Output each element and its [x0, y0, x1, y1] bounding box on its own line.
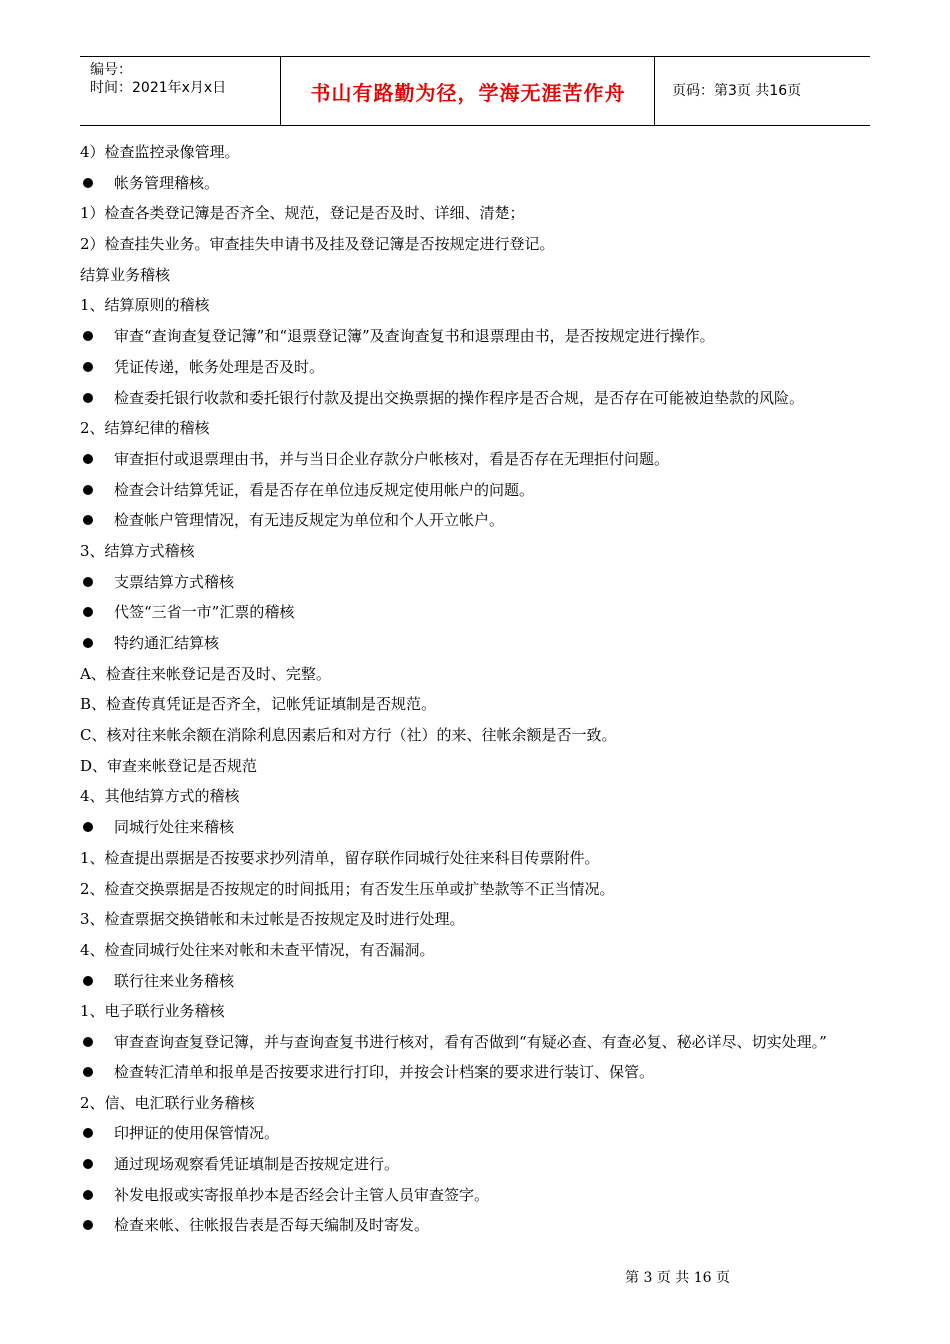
bullet-item [80, 633, 880, 653]
bullet-dot-icon [83, 1128, 93, 1138]
paragraph-text: 4）检查监控录像管理。 [80, 143, 240, 161]
bullet-item-text: 审查查询查复登记簿，并与查询查复书进行核对，看有否做到“有疑必查、有查必复、秘必详尽、切实处理。” [114, 1032, 827, 1051]
header-motto: 书山有路勤为径，学海无涯苦作舟 [310, 80, 626, 105]
paragraph-text: 3、检查票据交换错帐和未过帐是否按规定及时进行处理。 [80, 910, 465, 929]
paragraph-line [80, 694, 880, 714]
bullet-item [80, 1062, 880, 1082]
header-divider-right [654, 57, 655, 125]
header-motto-cell [282, 57, 654, 125]
paragraph-text: 2、信、电汇联行业务稽核 [80, 1093, 255, 1112]
bullet-dot-icon [83, 1067, 93, 1077]
document-number-label: 编号： [90, 62, 132, 78]
bullet-item [80, 510, 880, 530]
paragraph-text: 4、检查同城行处往来对帐和未查平情况，有否漏洞。 [80, 940, 435, 959]
paragraph-line [80, 418, 880, 438]
bullet-dot-icon [83, 638, 93, 648]
bullet-item [80, 817, 880, 837]
bullet-item-text: 联行往来业务稽核 [114, 971, 235, 990]
header-meta [80, 57, 280, 125]
paragraph-text: 2、检查交换票据是否按规定的时间抵用；有否发生压单或扩垫款等不正当情况。 [80, 879, 615, 898]
bullet-item [80, 173, 880, 193]
bullet-item-text: 同城行处往来稽核 [114, 818, 235, 837]
bullet-dot-icon [83, 485, 93, 495]
bullet-item-text: 支票结算方式稽核 [114, 572, 235, 591]
paragraph-line [80, 940, 880, 960]
bullet-dot-icon [83, 1190, 93, 1200]
paragraph-line [80, 295, 880, 315]
bullet-item-text: 检查帐户管理情况，有无违反规定为单位和个人开立帐户。 [114, 511, 505, 530]
paragraph-text: 4、其他结算方式的稽核 [80, 787, 240, 806]
bullet-item [80, 326, 880, 346]
paragraph-line [80, 142, 880, 162]
paragraph-line [80, 848, 880, 868]
bullet-item [80, 1154, 880, 1174]
document-header [80, 56, 870, 126]
paragraph-line [80, 725, 880, 745]
paragraph-text: A、检查往来帐登记是否及时、完整。 [80, 664, 331, 683]
bullet-item-text: 补发电报或实寄报单抄本是否经会计主管人员审查签字。 [114, 1185, 490, 1204]
bullet-item [80, 602, 880, 622]
paragraph-text: 3、结算方式稽核 [80, 541, 195, 560]
bullet-item-text: 代签“三省一市”汇票的稽核 [114, 603, 295, 622]
bullet-dot-icon [83, 1037, 93, 1047]
bullet-item-text: 特约通汇结算核 [114, 634, 220, 652]
bullet-item-text: 审查“查询查复登记簿”和“退票登记簿”及查询查复书和退票理由书，是否按规定进行操作。 [114, 327, 715, 346]
paragraph-line [80, 541, 880, 561]
bullet-item [80, 357, 880, 377]
bullet-item [80, 572, 880, 592]
bullet-dot-icon [83, 1220, 93, 1230]
paragraph-text: 1、检查提出票据是否按要求抄列清单，留存联作同城行处往来科目传票附件。 [80, 848, 600, 867]
paragraph-text: D、审查来帐登记是否规范 [80, 756, 258, 775]
bullet-dot-icon [83, 607, 93, 617]
bullet-dot-icon [83, 331, 93, 341]
document-time-label: 时间：2021年x月x日 [90, 80, 227, 96]
document-body [80, 142, 880, 1246]
bullet-dot-icon [83, 822, 93, 832]
header-page-cell [664, 57, 870, 125]
paragraph-text: 结算业务稽核 [80, 265, 171, 284]
paragraph-text: 1）检查各类登记簿是否齐全、规范，登记是否及时、详细、清楚； [80, 204, 525, 223]
paragraph-line [80, 265, 880, 285]
page-footer: 第 3 页 共 16 页 [625, 1270, 730, 1286]
paragraph-line [80, 756, 880, 776]
bullet-dot-icon [83, 362, 93, 372]
bullet-dot-icon [83, 976, 93, 986]
bullet-item [80, 449, 880, 469]
bullet-item-text: 印押证的使用保管情况。 [114, 1124, 280, 1143]
bullet-item [80, 1215, 880, 1235]
paragraph-line [80, 234, 880, 254]
bullet-dot-icon [83, 1159, 93, 1169]
bullet-item [80, 1027, 880, 1057]
bullet-item [80, 388, 880, 408]
paragraph-line [80, 664, 880, 684]
paragraph-line [80, 203, 880, 223]
bullet-item-text: 检查来帐、往帐报告表是否每天编制及时寄发。 [114, 1216, 430, 1235]
paragraph-line [80, 1001, 880, 1021]
header-divider-left [280, 57, 281, 125]
paragraph-line [80, 879, 880, 899]
bullet-dot-icon [83, 515, 93, 525]
paragraph-line [80, 786, 880, 806]
bullet-item [80, 1123, 880, 1143]
paragraph-text: B、检查传真凭证是否齐全，记帐凭证填制是否规范。 [80, 695, 437, 714]
bullet-dot-icon [83, 393, 93, 403]
bullet-item-text: 通过现场观察看凭证填制是否按规定进行。 [114, 1155, 400, 1173]
paragraph-text: 2）检查挂失业务。审查挂失申请书及挂及登记簿是否按规定进行登记。 [80, 235, 555, 254]
bullet-dot-icon [83, 178, 93, 188]
bullet-dot-icon [83, 454, 93, 464]
bullet-item-text: 凭证传递，帐务处理是否及时。 [114, 357, 325, 376]
paragraph-text: 1、结算原则的稽核 [80, 296, 210, 315]
bullet-item [80, 971, 880, 991]
header-page-label: 页码：第3页 共16页 [672, 83, 802, 99]
bullet-item-text: 检查委托银行收款和委托银行付款及提出交换票据的操作程序是否合规，是否存在可能被迫垫款的风险。 [114, 388, 805, 407]
bullet-item-text: 审查拒付或退票理由书，并与当日企业存款分户帐核对，看是否存在无理拒付问题。 [114, 449, 670, 468]
paragraph-text: 2、结算纪律的稽核 [80, 419, 210, 438]
bullet-item-text: 帐务管理稽核。 [114, 173, 220, 192]
paragraph-text: C、核对往来帐余额在消除利息因素后和对方行（社）的来、往帐余额是否一致。 [80, 726, 617, 745]
bullet-dot-icon [83, 577, 93, 587]
bullet-item [80, 480, 880, 500]
bullet-item-text: 检查会计结算凭证，看是否存在单位违反规定使用帐户的问题。 [114, 480, 535, 499]
bullet-item [80, 1185, 880, 1205]
paragraph-line [80, 1093, 880, 1113]
paragraph-line [80, 909, 880, 929]
paragraph-text: 1、电子联行业务稽核 [80, 1002, 225, 1021]
bullet-item-text: 检查转汇清单和报单是否按要求进行打印，并按会计档案的要求进行装订、保管。 [114, 1062, 655, 1081]
